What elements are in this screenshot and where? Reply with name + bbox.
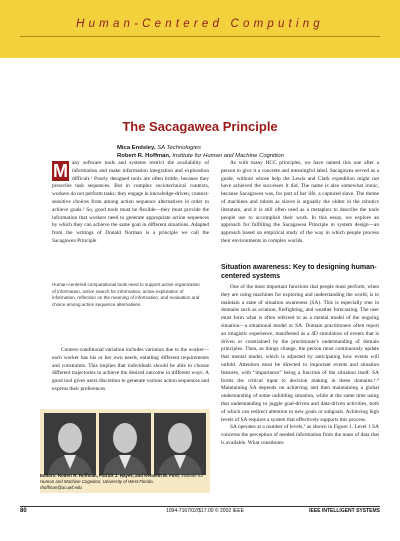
section-heading: Situation awareness: Key to designing human-centered systems — [221, 264, 377, 280]
author-affiliation: Institute for Human and Machine Cognition — [172, 153, 284, 159]
editors-names: Robert R. Hoffman, Patrick J. Hayes, and Kenneth M. Ford — [57, 473, 179, 478]
body-paragraph: Context-conditional variation includes variation due to the worker—each worker has his or her own needs, entailing different requirements and constraints. This implies that individuals should be able to choose different trajectories to achieve the desired outcome in different ways. A good tool gives users discretion to generate various action sequences and express their preferences. — [52, 347, 209, 392]
article-title: The Sacagawea Principle — [122, 119, 278, 134]
editors-affiliation: Institute for Human and Machine Cognition, University of West Florida — [40, 473, 204, 485]
author-affiliation: SA Technologies — [157, 145, 201, 151]
body-paragraph: One of the most important functions that people must perform, when they are using machines for exploring and understanding the world, is to maintain a state of situation awareness (SA). This is especially true in domains such as aviation, firefighting, and weather forecasting. The user must form what is often referred to as a mental model of the ongoing situation—a situational model or SA. Domain practitioners often report an imagistic experience, manifested as a 4D simulation of events that is driven or constrained by the practitioner's understanding of domain principles. Then, as things change, the person must continuously update that mental model, which is adjusted by anticipating how events will unfold. Attention must be directed to important events and situation features, with “importance” being a function of the situation itself. SA forms the critical input to decision making in these domains.³˒⁴ Maintaining SA depends on achieving and then maintaining a global understanding of some unfolding situation, while at the same time using that understanding to juggle goal-driven and data-driven activities, both of which can redirect attention to new goals or subgoals. Achieving high levels of SA requires a system that effectively supports this process. — [221, 284, 379, 423]
editor-photo — [154, 413, 206, 475]
pull-quote: Human-centered computational tools need to support active organization of information, active search for information, active exploration of information, reflection on the meaning of information, and evaluation and choice among action sequence alternatives. — [52, 282, 200, 307]
journal-name: IEEE INTELLIGENT SYSTEMS — [309, 508, 380, 514]
editors-caption: Editors: Robert R. Hoffman, Patrick J. Hayes, and Kenneth M. Ford, Institute for Human and Machine Cognition, University of West Florida rhoffman@ai.uwf.edu — [40, 473, 204, 491]
footer-rule — [20, 506, 380, 507]
author-line-2 — [117, 153, 284, 159]
drop-cap: M — [53, 161, 68, 181]
author-line-1 — [117, 145, 201, 151]
left-column-intro — [52, 160, 209, 246]
editors-email: rhoffman@ai.uwf.edu — [40, 485, 82, 491]
banner-rule — [20, 36, 380, 37]
right-column-body — [221, 284, 379, 448]
intro-paragraph: any software tools and systems restrict the availability of information and make information integration and exploration difficult.¹ Poorly designed tools are often brittle, because they prescribe task sequences. But in complex sociotechnical contexts, workers do not perform tasks; they engage in knowledge-driven, context-sensitive choices from among action sequence alternatives in order to achieve goals.² So, good tools must be flexible—they must provide the information that workers need to generate appropriate action sequences by which they can achieve the same goal in different situations. Adapted from the writings of Donald Norman is a principle we call the Sacagawea Principle — [52, 160, 210, 244]
body-paragraph: SA operates at a number of levels,⁵ as shown in Figure 1. Level 1 SA concerns the perception of needed information from the mass of data that is available. What constitutes — [221, 424, 379, 446]
right-column-intro — [221, 160, 379, 246]
left-column-body — [52, 347, 209, 394]
editor-photo — [99, 413, 151, 475]
issn-line: 1094-7167/02/$17.00 © 2002 IEEE — [166, 508, 244, 514]
author-name: Mica Endsley, — [117, 145, 156, 151]
body-paragraph: As with many HCC principles, we have named this one after a person to give it a concrete and meaningful label. Sacagawea served as a guide, without whose help the Lewis and Clark expedition might not have achieved the successes it did. The name is also somewhat ironic, because Sacagawea was, for part of her life, a captured slave. The theme of machines and robots as slaves is arguably the oldest in the robotics literature, and it is still often used as a metaphor to describe the tools people use to accomplish their work. In this essay, we explore an approach for fulfilling the Sacagawea Principle in system design—an approach based on empirical study of the way in which people process their environments in complex worlds. — [221, 160, 379, 244]
page-number: 80 — [20, 508, 27, 514]
section-banner — [0, 0, 400, 58]
section-title: Human-Centered Computing — [76, 18, 324, 30]
editor-photo — [44, 413, 96, 475]
author-name: Robert R. Hoffman, — [117, 153, 171, 159]
editors-label: Editors: — [40, 473, 57, 478]
